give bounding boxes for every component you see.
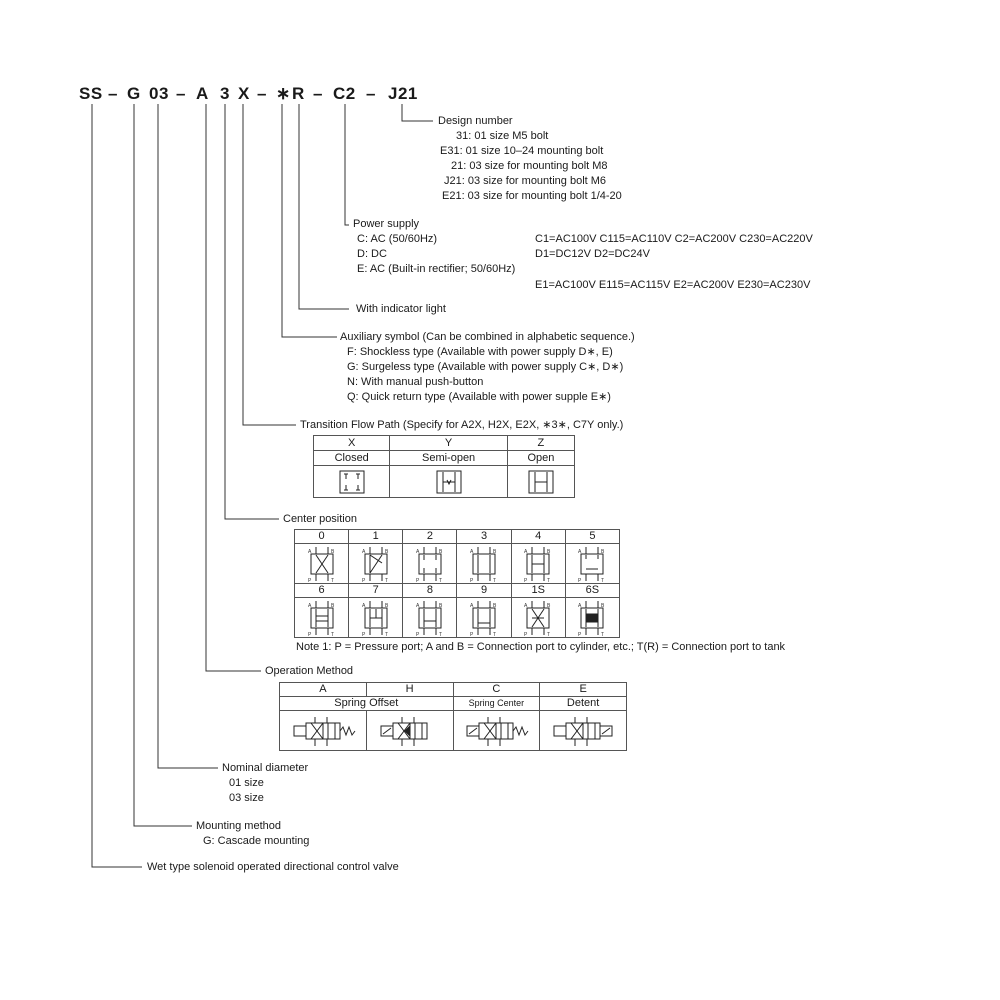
- transition-symbol-closed: [314, 466, 390, 498]
- svg-text:A: A: [470, 602, 474, 609]
- svg-text:T: T: [330, 631, 334, 637]
- svg-text:B: B: [384, 548, 389, 555]
- power-c-voltages: C1=AC100V C115=AC110V C2=AC200V C230=AC220V: [535, 233, 813, 245]
- transition-table: [313, 435, 575, 498]
- power-type-c: C: AC (50/60Hz): [357, 233, 438, 245]
- auxiliary-item: Q: Quick return type (Available with power supple E∗): [347, 391, 611, 403]
- code-separator: –: [257, 84, 267, 103]
- code-design: J21: [388, 84, 418, 103]
- auxiliary-title: Auxiliary symbol (Can be combined in alphabetic sequence.): [340, 331, 635, 343]
- center-code: 1S: [511, 584, 565, 598]
- svg-text:A: A: [307, 602, 311, 609]
- auxiliary-item: N: With manual push-button: [347, 376, 484, 388]
- operation-code: A: [280, 683, 367, 697]
- code-series: SS: [79, 84, 103, 103]
- transition-label: Closed: [314, 451, 390, 466]
- operation-symbol-icon: [369, 713, 451, 749]
- svg-text:P: P: [415, 577, 420, 583]
- valve-center-symbol-icon: [356, 545, 396, 583]
- center-code: 7: [349, 584, 403, 598]
- leader-center: [225, 104, 279, 519]
- code-separator: –: [176, 84, 186, 103]
- svg-text:P: P: [361, 577, 366, 583]
- auxiliary-item: G: Surgeless type (Available with power supply C∗, D∗): [347, 361, 624, 373]
- nominal-item: 01 size: [229, 777, 264, 789]
- transition-symbol-semi-open: [390, 466, 507, 498]
- svg-text:T: T: [330, 577, 334, 583]
- design-number-item: 21: 03 size for mounting bolt M8: [451, 160, 608, 172]
- svg-text:B: B: [601, 548, 605, 555]
- power-type-e: E: AC (Built-in rectifier; 50/60Hz): [357, 263, 516, 275]
- center-code: 1: [349, 530, 403, 544]
- nominal-title: Nominal diameter: [222, 762, 309, 774]
- center-symbol-cell: [349, 544, 403, 584]
- transition-code: Y: [390, 436, 507, 451]
- valve-center-symbol-icon: [518, 545, 558, 583]
- operation-symbol-icon: [542, 713, 624, 749]
- nominal-item: 03 size: [229, 792, 264, 804]
- code-transition: X: [238, 84, 250, 103]
- leader-nominal: [158, 104, 218, 768]
- svg-text:T: T: [438, 577, 442, 583]
- leader-transition: [243, 104, 296, 425]
- center-symbol-cell: [565, 544, 619, 584]
- valve-type-title: Wet type solenoid operated directional control valve: [147, 861, 399, 873]
- operation-symbol-cell: [540, 711, 627, 751]
- center-code: 2: [403, 530, 457, 544]
- mounting-title: Mounting method: [196, 820, 281, 832]
- operation-symbol-icon: [282, 713, 364, 749]
- leader-operation: [206, 104, 261, 671]
- svg-text:T: T: [547, 577, 551, 583]
- svg-text:B: B: [438, 548, 443, 555]
- svg-text:P: P: [524, 631, 528, 637]
- leader-design-number: [402, 104, 433, 121]
- svg-text:B: B: [601, 602, 605, 609]
- operation-code: C: [453, 683, 540, 697]
- power-e-voltages: E1=AC100V E115=AC115V E2=AC200V E230=AC230V: [535, 279, 811, 291]
- svg-text:B: B: [330, 602, 334, 609]
- code-center: 3: [220, 84, 230, 103]
- center-code: 3: [457, 530, 511, 544]
- operation-code: E: [540, 683, 627, 697]
- center-symbol-cell: [295, 544, 349, 584]
- center-code: 5: [565, 530, 619, 544]
- operation-symbol-icon: [455, 713, 537, 749]
- svg-text:P: P: [415, 631, 420, 637]
- svg-text:B: B: [547, 548, 551, 555]
- center-position-title: Center position: [283, 513, 357, 525]
- svg-text:A: A: [361, 548, 366, 555]
- valve-center-symbol-icon: [302, 599, 342, 637]
- svg-text:B: B: [493, 548, 497, 555]
- code-separator: –: [313, 84, 323, 103]
- power-type-d: D: DC: [357, 248, 387, 260]
- svg-text:P: P: [578, 631, 582, 637]
- svg-text:A: A: [307, 548, 311, 555]
- transition-label: Semi-open: [390, 451, 507, 466]
- svg-text:T: T: [438, 631, 442, 637]
- operation-symbol-cell: [280, 711, 367, 751]
- mounting-item: G: Cascade mounting: [203, 835, 310, 847]
- center-position-table: [294, 529, 620, 638]
- center-symbol-cell: [349, 598, 403, 638]
- code-nominal: 03: [149, 84, 169, 103]
- code-separator: –: [366, 84, 376, 103]
- svg-text:A: A: [415, 548, 420, 555]
- svg-text:A: A: [578, 548, 582, 555]
- valve-center-symbol-icon: [356, 599, 396, 637]
- center-code: 6: [295, 584, 349, 598]
- svg-text:B: B: [330, 548, 334, 555]
- center-symbol-cell: [565, 598, 619, 638]
- operation-table: [279, 682, 627, 751]
- valve-center-symbol-icon: [518, 599, 558, 637]
- valve-center-symbol-icon: [302, 545, 342, 583]
- center-symbol-cell: [511, 598, 565, 638]
- center-code: 4: [511, 530, 565, 544]
- operation-spring-center: Spring Center: [453, 697, 540, 711]
- operation-spring-offset: Spring Offset: [280, 697, 454, 711]
- svg-text:P: P: [524, 577, 528, 583]
- svg-text:P: P: [307, 577, 311, 583]
- code-auxiliary: ∗: [276, 84, 291, 103]
- code-indicator: R: [292, 84, 305, 103]
- center-code: 6S: [565, 584, 619, 598]
- design-number-title: Design number: [438, 115, 513, 127]
- transition-code: X: [314, 436, 390, 451]
- code-mounting: G: [127, 84, 141, 103]
- svg-text:T: T: [493, 577, 497, 583]
- valve-center-symbol-icon: [572, 599, 612, 637]
- leader-indicator: [299, 104, 349, 309]
- valve-center-symbol-icon: [572, 545, 612, 583]
- leader-auxiliary: [282, 104, 337, 337]
- leader-mounting: [134, 104, 192, 826]
- code-power: C2: [333, 84, 356, 103]
- leader-power-supply: [345, 104, 349, 225]
- operation-detent: Detent: [540, 697, 627, 711]
- valve-center-symbol-icon: [464, 599, 504, 637]
- design-number-item: 31: 01 size M5 bolt: [456, 130, 549, 142]
- center-symbol-cell: [403, 544, 457, 584]
- open-path-icon: [526, 468, 556, 496]
- svg-text:T: T: [601, 631, 605, 637]
- svg-text:T: T: [384, 631, 388, 637]
- svg-text:A: A: [524, 548, 528, 555]
- svg-text:P: P: [470, 577, 474, 583]
- center-symbol-cell: [403, 598, 457, 638]
- valve-center-symbol-icon: [410, 599, 450, 637]
- center-symbol-cell: [295, 598, 349, 638]
- center-code: 0: [295, 530, 349, 544]
- svg-text:T: T: [384, 577, 388, 583]
- operation-code: H: [366, 683, 453, 697]
- transition-label: Open: [507, 451, 574, 466]
- auxiliary-item: F: Shockless type (Available with power supply D∗, E): [347, 346, 613, 358]
- svg-text:T: T: [547, 631, 551, 637]
- code-separator: –: [108, 84, 118, 103]
- design-number-item: J21: 03 size for mounting bolt M6: [444, 175, 607, 187]
- svg-text:P: P: [470, 631, 474, 637]
- operation-symbol-cell: [366, 711, 453, 751]
- svg-text:B: B: [438, 602, 443, 609]
- svg-text:P: P: [578, 577, 582, 583]
- svg-text:A: A: [361, 602, 366, 609]
- center-symbol-cell: [457, 544, 511, 584]
- center-code: 8: [403, 584, 457, 598]
- svg-text:B: B: [547, 602, 551, 609]
- svg-text:T: T: [601, 577, 605, 583]
- transition-title: Transition Flow Path (Specify for A2X, H2X, E2X, ∗3∗, C7Y only.): [300, 419, 624, 431]
- indicator-title: With indicator light: [356, 303, 446, 315]
- closed-path-icon: [337, 468, 367, 496]
- svg-text:A: A: [415, 602, 420, 609]
- svg-text:B: B: [493, 602, 497, 609]
- svg-text:A: A: [524, 602, 528, 609]
- power-supply-title: Power supply: [353, 218, 420, 230]
- center-symbol-cell: [511, 544, 565, 584]
- power-d-voltages: D1=DC12V D2=DC24V: [535, 248, 650, 260]
- svg-text:B: B: [384, 602, 389, 609]
- code-operation: A: [196, 84, 209, 103]
- design-number-item: E31: 01 size 10–24 mounting bolt: [440, 145, 604, 157]
- semi-open-path-icon: [434, 468, 464, 496]
- center-code: 9: [457, 584, 511, 598]
- svg-text:T: T: [493, 631, 497, 637]
- svg-text:P: P: [361, 631, 366, 637]
- center-position-note: Note 1: P = Pressure port; A and B = Connection port to cylinder, etc.; T(R) = Connection port to tank: [296, 641, 786, 653]
- svg-text:A: A: [470, 548, 474, 555]
- operation-symbol-cell: [453, 711, 540, 751]
- svg-text:P: P: [307, 631, 311, 637]
- transition-symbol-open: [507, 466, 574, 498]
- operation-title: Operation Method: [265, 665, 354, 677]
- svg-text:A: A: [578, 602, 582, 609]
- design-number-item: E21: 03 size for mounting bolt 1/4-20: [442, 190, 622, 202]
- center-symbol-cell: [457, 598, 511, 638]
- valve-center-symbol-icon: [410, 545, 450, 583]
- valve-center-symbol-icon: [464, 545, 504, 583]
- transition-code: Z: [507, 436, 574, 451]
